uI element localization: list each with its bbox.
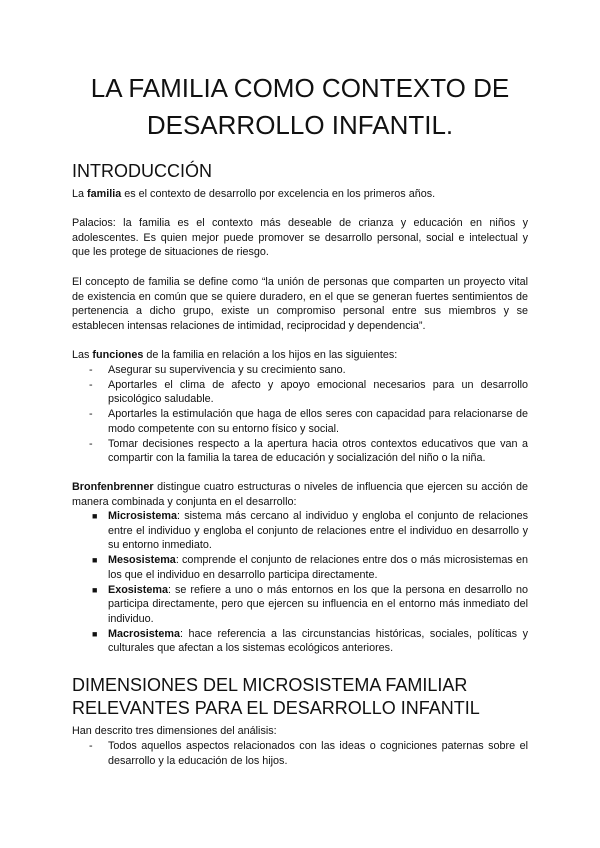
paragraph-dimensiones-intro: Han descrito tres dimensiones del análisis:: [72, 725, 277, 737]
paragraph-palacios: Palacios: la familia es el contexto más deseable de crianza y educación en niños y adolescentes. Es quien mejor puede promover se desarrollo personal, social e intelectual y que les protege de situaciones de riesgo.: [72, 217, 528, 259]
list-item-text: Tomar decisiones respecto a la apertura hacia otros contextos educativos que van a compartir con la familia la tarea de educación y socialización del niño o la niña.: [108, 437, 528, 465]
text-run: distingue cuatro estructuras o niveles de influencia que ejercen su acción de manera combinada y conjunta en el desarrollo:: [72, 481, 528, 508]
section-heading-dimensiones: DIMENSIONES DEL MICROSISTEMA FAMILIAR RELEVANTES PARA EL DESARROLLO INFANTIL: [72, 675, 480, 718]
list-item-text: Todos aquellos aspectos relacionados con las ideas o cogniciones paternas sobre el desarrollo y la educación de los hijos.: [108, 740, 528, 767]
list-item-text: Aportarles la estimulación que haga de ellos seres con capacidad para relacionarse de modo competente con su entorno físico y social.: [108, 408, 528, 435]
system-description: : se refiere a uno o más entornos en los que la persona en desarrollo no participa directamente, pero que ejercen su influencia en el entorno más inmediato del individuo.: [108, 583, 528, 625]
dimensions-list: [72, 739, 528, 768]
bold-term: funciones: [92, 349, 144, 361]
system-term: Macrosistema: [108, 627, 181, 640]
systems-list: [72, 509, 528, 656]
functions-list: [72, 363, 528, 466]
text-run: de la familia en relación a los hijos en las siguientes:: [143, 349, 398, 361]
dash-marker: -: [89, 740, 93, 752]
paragraph-bronfenbrenner: [72, 480, 528, 509]
list-item: [72, 583, 528, 627]
list-item: [72, 437, 528, 466]
list-item-text: Asegurar su supervivencia y su crecimiento sano.: [108, 364, 346, 376]
list-item: [72, 739, 528, 768]
document-title: LA FAMILIA COMO CONTEXTO DE DESARROLLO INFANTIL.: [90, 73, 510, 140]
text-run: La: [72, 188, 88, 200]
dash-marker: -: [89, 378, 93, 391]
dash-marker: -: [89, 408, 93, 421]
paragraph-concepto: El concepto de familia se define como “la unión de personas que comparten un proyecto vital de existencia en común que se quiere duradero, en el que se generan fuertes sentimientos de pertenencia a dicho grupo, existe un compromiso personal entre sus miembros y se establecen intensas relaciones de intimidad, reciprocidad y dependencia”.: [72, 276, 528, 333]
bold-term: Bronfenbrenner: [72, 481, 154, 493]
section-heading-introduccion: INTRODUCCIÓN: [72, 161, 212, 181]
list-item: [72, 407, 528, 436]
list-item: [72, 553, 528, 582]
system-description: : sistema más cercano al individuo y engloba el conjunto de relaciones entre el individuo y engloba el conjunto de relaciones entre el individuo en desarrollo y su entorno inmediato.: [108, 510, 528, 552]
paragraph-familia: [72, 187, 528, 202]
bold-term: familia: [87, 188, 122, 200]
system-description: : hace referencia a las circunstancias históricas, sociales, políticas y culturales que afectan a los sistemas ecológicos anteriores.: [108, 627, 528, 655]
list-item: [72, 378, 528, 407]
paragraph-funciones: [72, 348, 528, 363]
system-term: Exosistema: [108, 583, 169, 596]
list-item: [72, 509, 528, 553]
list-item: [72, 363, 528, 378]
list-item-text: Aportarles el clima de afecto y apoyo emocional necesarios para un desarrollo psicológico saludable.: [108, 378, 528, 406]
bullet-marker: ■: [92, 628, 98, 639]
system-term: Mesosistema: [108, 554, 176, 567]
system-term: Microsistema: [108, 510, 178, 522]
dash-marker: -: [89, 364, 93, 376]
list-item: [72, 627, 528, 656]
text-run: Las: [72, 349, 93, 361]
bullet-marker: ■: [92, 511, 98, 521]
bullet-marker: ■: [92, 584, 98, 595]
system-description: : comprende el conjunto de relaciones entre dos o más microsistemas en los que el individuo en desarrollo participa directamente.: [108, 554, 528, 581]
dash-marker: -: [89, 437, 93, 450]
text-run: es el contexto de desarrollo por excelencia en los primeros años.: [121, 188, 436, 200]
bullet-marker: ■: [92, 555, 98, 566]
